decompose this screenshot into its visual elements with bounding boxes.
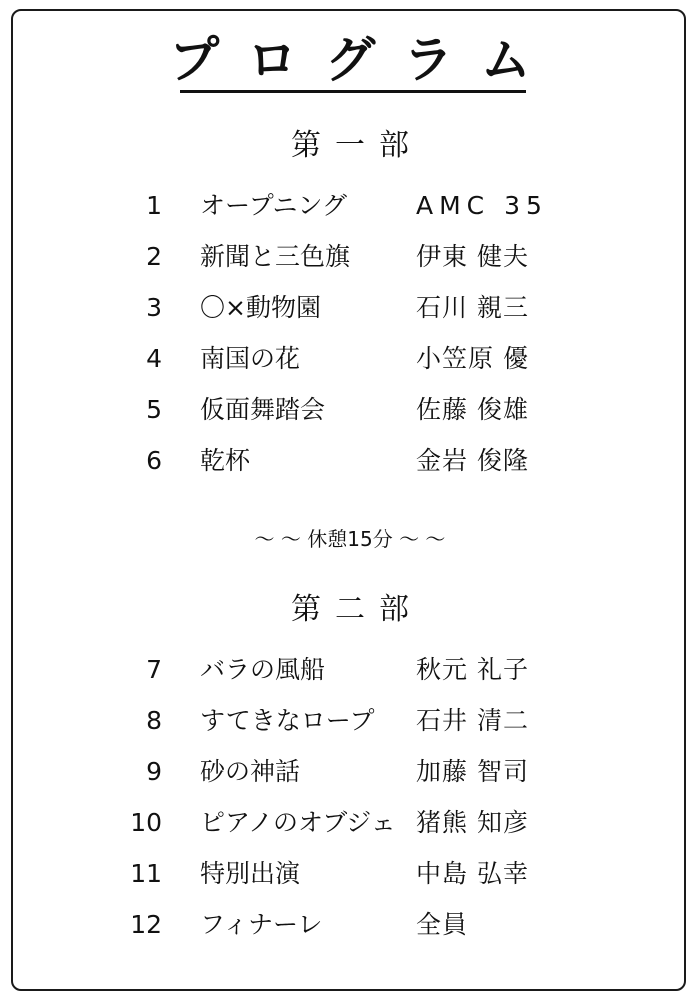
program-number: 8 [146, 706, 162, 735]
piece-title: オープニング [200, 191, 348, 220]
program-number: 3 [146, 293, 162, 322]
performer-name: 秋元 礼子 [416, 655, 529, 684]
program-row [0, 441, 700, 481]
piece-title: 仮面舞踏会 [200, 395, 326, 424]
program-row [0, 186, 700, 226]
program-number: 1 [146, 191, 162, 220]
program-row [0, 237, 700, 277]
performer-name: 佐藤 俊雄 [416, 395, 529, 424]
program-number: 10 [130, 808, 162, 837]
piece-title: フィナーレ [200, 910, 323, 939]
program-number: 7 [146, 655, 162, 684]
performer-name: AMC 35 [416, 191, 548, 220]
program-title: プログラム [169, 31, 559, 89]
piece-title: 〇×動物園 [200, 293, 321, 322]
performer-name: 金岩 俊隆 [416, 446, 529, 475]
program-row [0, 752, 700, 792]
piece-title: 新聞と三色旗 [200, 242, 351, 271]
performer-name: 猪熊 知彦 [416, 808, 529, 837]
program-row [0, 288, 700, 328]
intermission-note: ～ ～ 休憩15分 ～ ～ [254, 527, 446, 551]
performer-name: 加藤 智司 [416, 757, 529, 786]
piece-title: ピアノのオブジェ [200, 808, 396, 837]
performer-name: 小笠原 優 [416, 344, 529, 373]
performer-name: 伊東 健夫 [416, 242, 529, 271]
piece-title: 乾杯 [200, 446, 251, 475]
performer-name: 全員 [416, 910, 469, 939]
part2-heading: 第二部 [291, 592, 423, 627]
program-number: 11 [130, 859, 162, 888]
piece-title: 砂の神話 [200, 757, 301, 786]
performer-name: 石川 親三 [416, 293, 529, 322]
program-row [0, 339, 700, 379]
program-row [0, 905, 700, 945]
program-row [0, 390, 700, 430]
piece-title: 南国の花 [200, 344, 301, 373]
program-row [0, 701, 700, 741]
piece-title: 特別出演 [200, 859, 301, 888]
title-underline [180, 90, 526, 93]
program-row [0, 854, 700, 894]
program-row [0, 650, 700, 690]
performer-name: 中島 弘幸 [416, 859, 529, 888]
program-number: 2 [146, 242, 162, 271]
program-number: 4 [146, 344, 162, 373]
part1-heading: 第一部 [291, 128, 423, 163]
program-number: 9 [146, 757, 162, 786]
program-row [0, 803, 700, 843]
performer-name: 石井 清二 [416, 706, 529, 735]
program-number: 12 [130, 910, 162, 939]
program-number: 6 [146, 446, 162, 475]
piece-title: すてきなロープ [200, 706, 375, 735]
program-number: 5 [146, 395, 162, 424]
piece-title: バラの風船 [200, 655, 326, 684]
